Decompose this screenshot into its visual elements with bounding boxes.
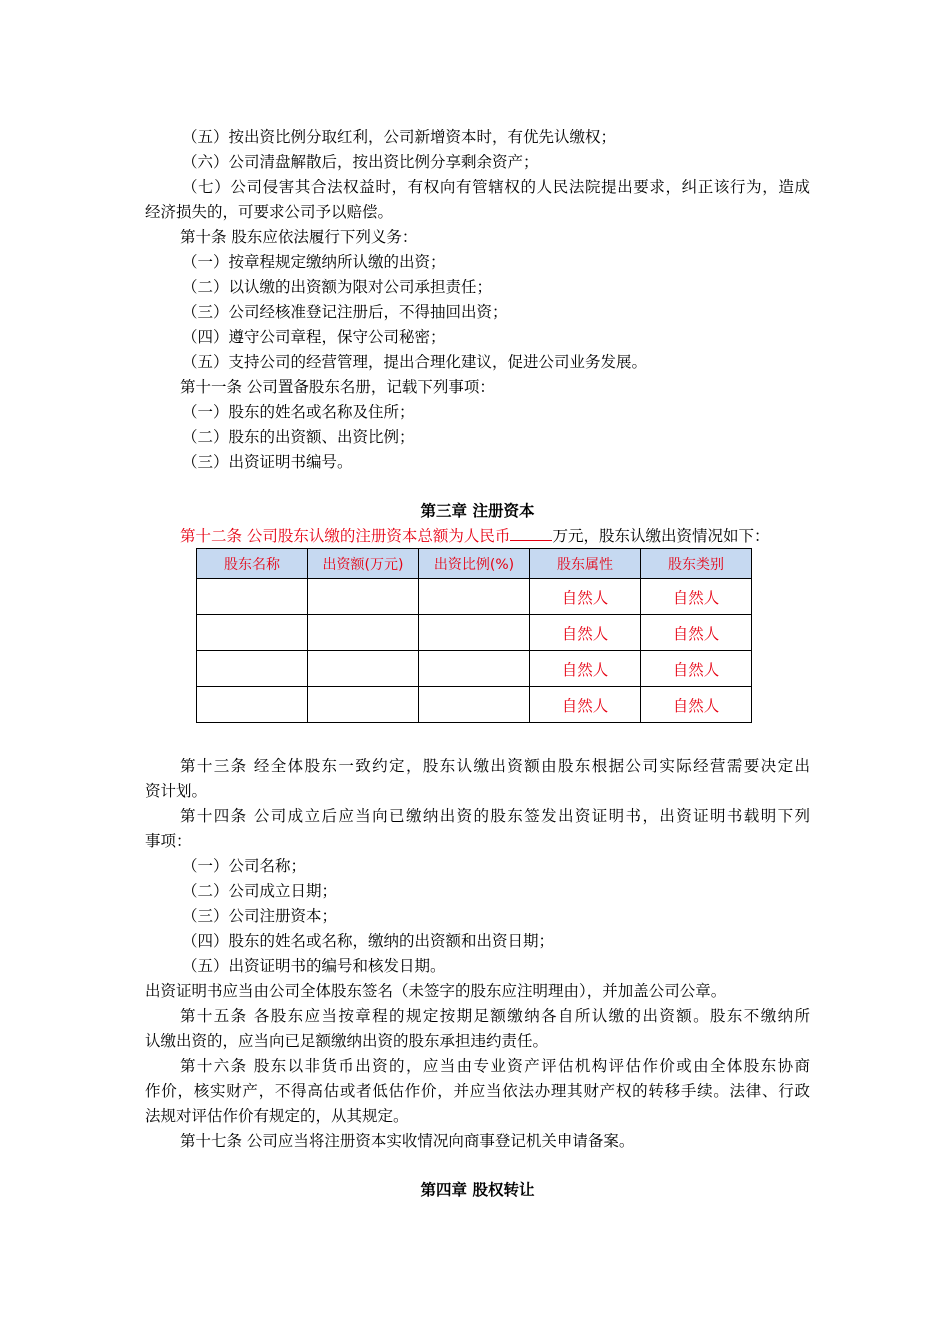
amount-blank[interactable] <box>510 526 552 541</box>
paragraph-line: 第十六条 股东以非货币出资的，应当由专业资产评估机构评估作价或由全体股东协商 <box>180 1057 810 1075</box>
table-header-cell: 出资额(万元) <box>308 549 419 579</box>
article-12-text: 万元，股东认缴出资情况如下： <box>552 527 770 545</box>
table-row <box>197 651 752 687</box>
paragraph-line: （四）遵守公司章程，保守公司秘密； <box>182 328 446 346</box>
table-cell[interactable] <box>419 615 530 651</box>
paragraph-line: （二）股东的出资额、出资比例； <box>182 428 415 446</box>
paragraph-line: （二）公司成立日期； <box>182 882 338 900</box>
table-cell[interactable] <box>197 687 308 723</box>
paragraph-line: （三）公司经核准登记注册后，不得抽回出资； <box>182 303 508 321</box>
paragraph-line: 认缴出资的，应当向已足额缴纳出资的股东承担违约责任。 <box>145 1032 549 1050</box>
paragraph-line: （三）出资证明书编号。 <box>182 453 353 471</box>
chapter-title: 第四章 股权转让 <box>420 1180 535 1199</box>
paragraph-line: （七）公司侵害其合法权益时，有权向有管辖权的人民法院提出要求，纠正该行为，造成 <box>182 178 810 196</box>
table-cell[interactable] <box>308 579 419 615</box>
paragraph-line: 第十一条 公司置备股东名册，记载下列事项： <box>180 378 495 396</box>
paragraph-line: 资计划。 <box>145 782 208 800</box>
paragraph-line: （三）公司注册资本； <box>182 907 338 925</box>
table-cell: 自然人 <box>530 651 641 687</box>
table-cell: 自然人 <box>641 615 752 651</box>
paragraph-line: （五）支持公司的经营管理，提出合理化建议，促进公司业务发展。 <box>182 353 648 371</box>
table-cell[interactable] <box>197 651 308 687</box>
table-header-cell: 股东类别 <box>641 549 752 579</box>
paragraph-line: （一）公司名称； <box>182 857 307 875</box>
table-cell: 自然人 <box>530 687 641 723</box>
paragraph-line: （四）股东的姓名或名称，缴纳的出资额和出资日期； <box>182 932 555 950</box>
table-row <box>197 687 752 723</box>
article-12-red-text: 第十二条 公司股东认缴的注册资本总额为人民币 <box>180 527 511 545</box>
table-cell[interactable] <box>308 687 419 723</box>
paragraph-line: 事项： <box>145 832 192 850</box>
table-cell[interactable] <box>419 579 530 615</box>
chapter-title: 第三章 注册资本 <box>420 501 535 520</box>
paragraph-line: （五）按出资比例分取红利，公司新增资本时，有优先认缴权； <box>182 128 617 146</box>
table-row <box>197 615 752 651</box>
table-header-cell: 出资比例(%) <box>419 549 530 579</box>
table-row <box>197 579 752 615</box>
paragraph-line: 第十七条 公司应当将注册资本实收情况向商事登记机关申请备案。 <box>180 1132 635 1150</box>
table-cell: 自然人 <box>641 579 752 615</box>
paragraph-line: 经济损失的，可要求公司予以赔偿。 <box>145 203 394 221</box>
paragraph-line: （一）股东的姓名或名称及住所； <box>182 403 415 421</box>
table-header-row <box>197 549 752 579</box>
table-header-cell: 股东名称 <box>197 549 308 579</box>
table-cell: 自然人 <box>641 651 752 687</box>
paragraph-line: 第十五条 各股东应当按章程的规定按期足额缴纳各自所认缴的出资额。股东不缴纳所 <box>180 1007 810 1025</box>
table-cell: 自然人 <box>641 687 752 723</box>
paragraph-line: （六）公司清盘解散后，按出资比例分享剩余资产； <box>182 153 539 171</box>
table-cell[interactable] <box>419 687 530 723</box>
table-header-cell: 股东属性 <box>530 549 641 579</box>
table-cell[interactable] <box>308 615 419 651</box>
paragraph-line: （二）以认缴的出资额为限对公司承担责任； <box>182 278 493 296</box>
table-cell: 自然人 <box>530 579 641 615</box>
paragraph-line: 出资证明书应当由公司全体股东签名（未签字的股东应注明理由），并加盖公司公章。 <box>145 982 727 1000</box>
paragraph-line: （五）出资证明书的编号和核发日期。 <box>182 957 446 975</box>
article-12-line <box>180 526 845 546</box>
shareholder-table <box>196 548 752 723</box>
table-cell[interactable] <box>419 651 530 687</box>
paragraph-line: 第十四条 公司成立后应当向已缴纳出资的股东签发出资证明书，出资证明书载明下列 <box>180 807 810 825</box>
paragraph-line: 第十条 股东应依法履行下列义务： <box>180 228 418 246</box>
paragraph-line: 法规对评估作价有规定的，从其规定。 <box>145 1107 409 1125</box>
table-cell[interactable] <box>197 579 308 615</box>
table-cell[interactable] <box>308 651 419 687</box>
paragraph-line: 作价，核实财产，不得高估或者低估作价，并应当依法办理其财产权的转移手续。法律、行政 <box>145 1082 810 1100</box>
table-cell[interactable] <box>197 615 308 651</box>
paragraph-line: （一）按章程规定缴纳所认缴的出资； <box>182 253 446 271</box>
paragraph-line: 第十三条 经全体股东一致约定，股东认缴出资额由股东根据公司实际经营需要决定出 <box>180 757 810 775</box>
table-cell: 自然人 <box>530 615 641 651</box>
